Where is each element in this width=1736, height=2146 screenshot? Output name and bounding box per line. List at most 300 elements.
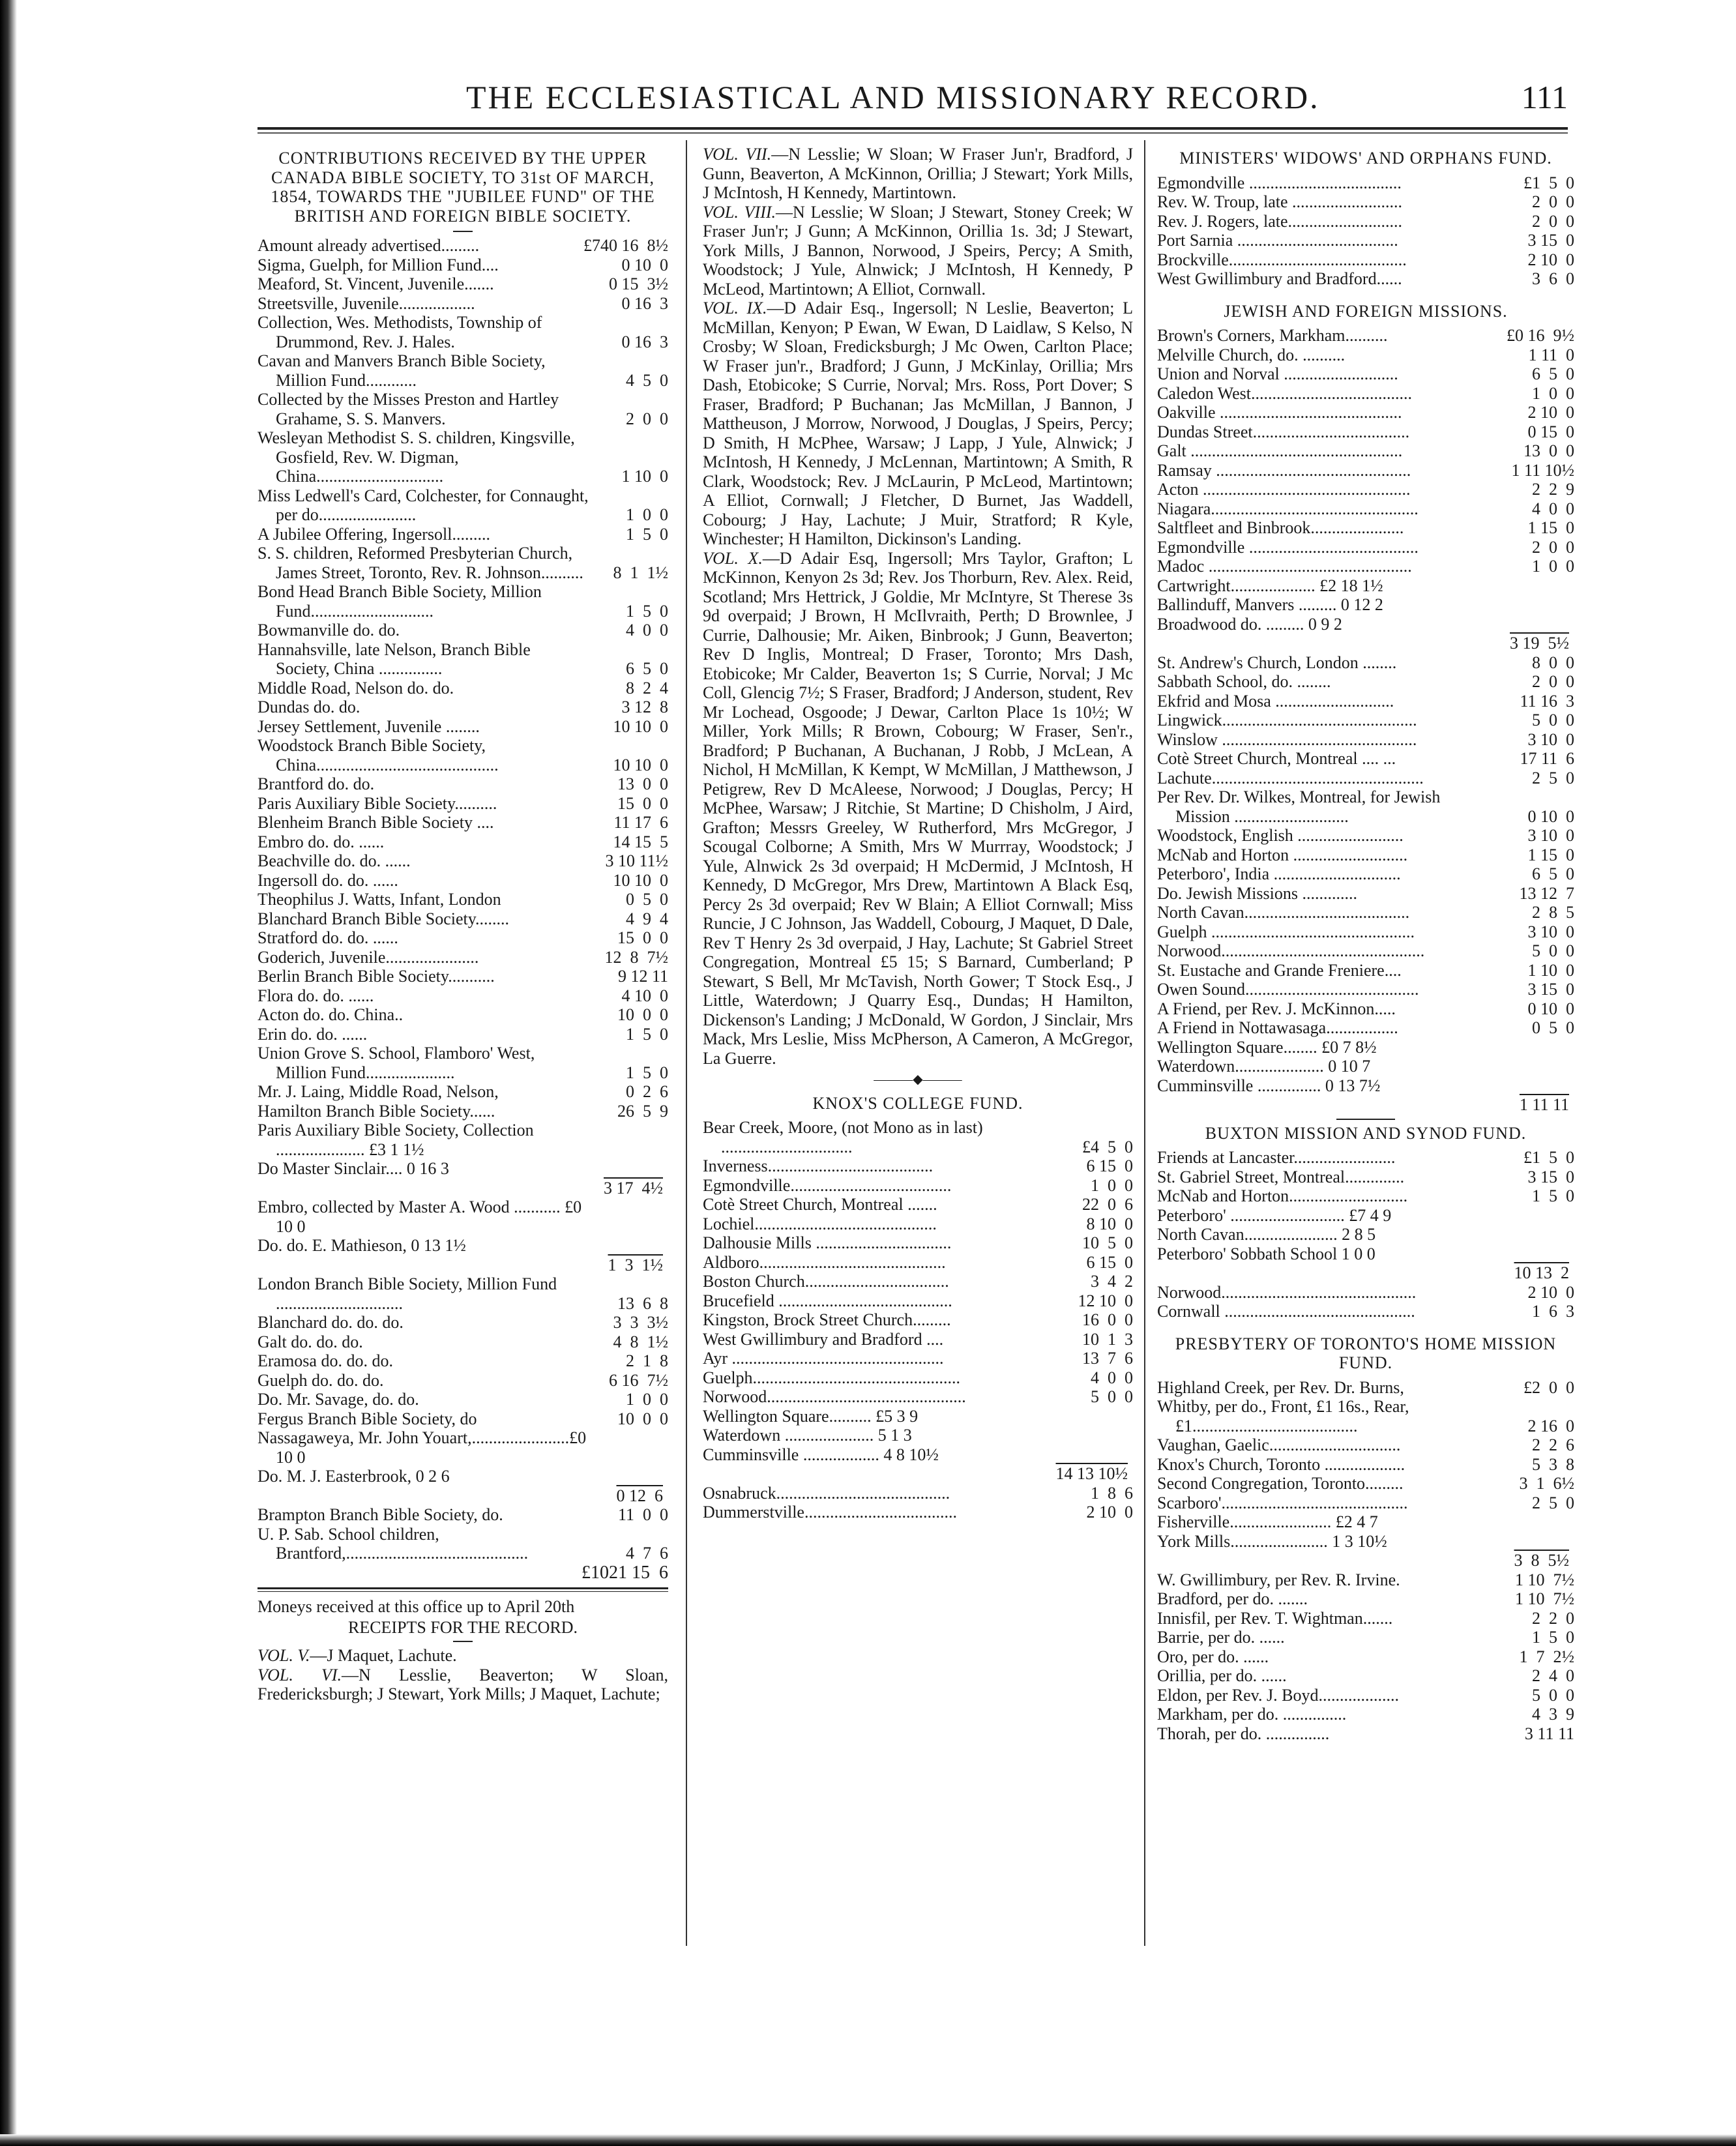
ledger-amount: 4 10 0	[621, 986, 668, 1005]
ledger-row	[1157, 480, 1574, 499]
ledger-amount: 1 10 7½	[1515, 1570, 1574, 1589]
ledger-label: Do. M. J. Easterbrook, 0 2 6	[257, 1467, 450, 1486]
ledger-row	[703, 1272, 1133, 1291]
ledger-row	[1157, 1057, 1574, 1076]
ledger-label: Cumminsville .................. 4 8 10½	[703, 1445, 939, 1464]
ledger-label: Winslow ..............................................	[1157, 729, 1417, 749]
ledger-label: Dundas Street.....................................	[1157, 422, 1410, 441]
ledger-row	[1157, 364, 1574, 384]
section-title-bible-society: CONTRIBUTIONS RECEIVED BY THE UPPER CANADA BIBLE SOCIETY, TO 31st OF MARCH, 1854, TOWARDS THE "JUBILEE FUND" OF THE BRITISH AND FOREIGN BIBLE SOCIETY.	[271, 149, 655, 226]
ledger-row	[1157, 692, 1574, 711]
vol-label: VOL. V.	[257, 1646, 310, 1665]
ledger-row	[257, 1236, 668, 1256]
ledger-row	[703, 1214, 1133, 1234]
ledger-label: Brantford do. do.	[257, 774, 375, 793]
ledger-amount: £1021 15 6	[581, 1562, 668, 1583]
ledger-row	[703, 1330, 1133, 1349]
ledger-row	[257, 679, 668, 698]
ledger-row	[1157, 403, 1574, 422]
vol-text: —J Maquet, Lachute.	[310, 1646, 457, 1665]
ledger-label: Port Sarnia ......................................	[1157, 231, 1398, 250]
ledger-label: Thorah, per do. ...............	[1157, 1724, 1330, 1743]
ledger-amount: 3 8 5½	[1514, 1551, 1569, 1570]
ledger-amount: 2 2 9	[1532, 480, 1574, 499]
ledger-row	[1157, 1225, 1574, 1244]
ledger-label: Bradford, per do. .......	[1157, 1589, 1308, 1608]
ledger-label: Blanchard do. do. do.	[257, 1313, 404, 1332]
ledger-row	[703, 1253, 1133, 1272]
ledger-row	[703, 1387, 1133, 1407]
ledger-amount: 1 0 0	[1532, 557, 1574, 576]
ledger-row	[1157, 1186, 1574, 1206]
ledger-amount: 13 7 6	[1082, 1349, 1133, 1368]
ledger-subtotal	[257, 1256, 668, 1275]
ledger-row	[1157, 1168, 1574, 1187]
ledger-row	[1157, 884, 1574, 904]
ledger-label: Oakville ...........................................	[1157, 403, 1402, 422]
ledger-row	[1157, 1666, 1574, 1686]
ledger-amount: 10 10 0	[613, 870, 668, 890]
ledger-amount: 0 10 0	[621, 255, 668, 274]
vol-label: VOL. VII.	[703, 145, 772, 164]
ledger-row	[257, 1371, 668, 1390]
ledger-amount: 8 10 0	[1086, 1214, 1133, 1233]
ledger-row	[257, 1313, 668, 1332]
ledger-label: Ekfrid and Mosa ............................	[1157, 691, 1394, 711]
column-right	[1157, 145, 1574, 1743]
ledger-label: Guelph do. do. do.	[257, 1370, 384, 1390]
ledger-label: North Cavan...................... 2 8 5	[1157, 1225, 1376, 1244]
ledger-amount: 10 1 3	[1082, 1329, 1133, 1349]
ledger-row	[1157, 1647, 1574, 1667]
ledger-label: Egmondville ....................................	[1157, 173, 1402, 192]
ledger-label: Eramosa do. do. do.	[257, 1351, 393, 1370]
ledger-row	[1157, 326, 1574, 345]
ledger-amount: 2 0 0	[1532, 211, 1574, 231]
ledger-label: Middle Road, Nelson do. do.	[257, 678, 454, 698]
ledger-label: Ramsay ..............................................	[1157, 460, 1411, 480]
ledger-row	[257, 1082, 668, 1102]
ledger-label: Guelph ................................................	[1157, 922, 1415, 941]
ledger-label: Vaughan, Gaelic...............................	[1157, 1435, 1401, 1454]
ledger-label: S. S. children, Reformed Presbyterian Church, James Street, Toronto, Rev. R. Johnson..........	[257, 544, 583, 582]
ledger-row	[703, 1503, 1133, 1522]
ledger-amount: 3 10 0	[1527, 826, 1574, 845]
ledger-amount: 14 13 10½	[1055, 1464, 1128, 1483]
ledger-amount: 1 6 3	[1532, 1302, 1574, 1321]
ledger-row	[1157, 769, 1574, 788]
ledger-row	[1157, 1038, 1574, 1057]
ledger-row	[1157, 1532, 1574, 1551]
ledger-label: Madoc ................................................	[1157, 557, 1412, 576]
ledger-row	[1157, 518, 1574, 538]
ledger-row	[1157, 1686, 1574, 1705]
ledger-amount: 10 13 2	[1514, 1263, 1569, 1282]
ledger-amount: 1 10 0	[1527, 960, 1574, 980]
ledger-amount: £0 16 9½	[1507, 326, 1574, 345]
ledger-row	[1157, 980, 1574, 999]
ledger-amount: 3 15 0	[1527, 231, 1574, 250]
ledger-label: Dummerstville....................................	[703, 1503, 957, 1521]
ledger-row	[257, 351, 668, 390]
ledger-row	[257, 525, 668, 544]
ledger-row	[257, 621, 668, 640]
ledger-label: Brown's Corners, Markham..........	[1157, 326, 1388, 345]
ledger-row	[1157, 384, 1574, 404]
column-divider	[1144, 140, 1145, 1946]
ledger-label: Embro do. do. ......	[257, 832, 385, 851]
ledger-label: Galt ..................................................	[1157, 441, 1403, 460]
ledger-row	[1157, 538, 1574, 557]
ledger-label: Innisfil, per Rev. T. Wightman.......	[1157, 1608, 1393, 1628]
ledger-row	[1157, 672, 1574, 692]
ledger-amount: 2 0 0	[1532, 192, 1574, 211]
ledger-amount: 2 10 0	[1086, 1503, 1133, 1521]
page-number: 111	[1521, 79, 1568, 115]
ledger-amount: 2 8 5	[1532, 903, 1574, 922]
ledger-row	[257, 832, 668, 852]
ledger-amount: 6 5 0	[626, 659, 668, 678]
ledger-label: North Cavan.......................................	[1157, 903, 1410, 922]
ledger-amount: 4 5 0	[626, 370, 668, 390]
ledger-amount: 0 10 0	[1527, 999, 1574, 1018]
ledger-row	[703, 1349, 1133, 1368]
ledger-amount: 4 0 0	[1532, 499, 1574, 518]
ledger-row	[703, 1118, 1133, 1156]
ledger-row	[1157, 595, 1574, 615]
ledger-label: Meaford, St. Vincent, Juvenile.......	[257, 274, 494, 293]
ledger-row	[257, 967, 668, 986]
ledger-row	[1157, 1018, 1574, 1038]
ledger-amount: 0 15 3½	[609, 274, 668, 293]
ledger-label: Broadwood do. ......... 0 9 2	[1157, 614, 1342, 634]
ledger-label: Ballinduff, Manvers ......... 0 12 2	[1157, 595, 1383, 614]
ledger-amount: 1 10 7½	[1515, 1589, 1574, 1608]
journal-title: THE ECCLESIASTICAL AND MISSIONARY RECORD.	[466, 79, 1320, 115]
ledger-row	[257, 1351, 668, 1371]
vol-text: —N Lesslie; W Sloan; J Stewart, Stoney Creek; W Fraser Jun'r; J Gunn; A McKinnon, Orillia 1s. 3d; J Stewart, York Mills, J Bannon, Norwood, J Speirs, Percy; A Smith, Woodstock; J Yule, Alnwick; J McIntosh, H Kennedy, P McLeod, Martintown; A Elliot, Cornwall.	[703, 202, 1133, 299]
ledger-amount: 2 16 0	[1527, 1416, 1574, 1435]
ledger-amount: 1 0 0	[626, 505, 668, 524]
ledger-amount: 10 10 0	[613, 716, 668, 736]
ledger-row	[1157, 1705, 1574, 1724]
section-title-toronto-home-mission: PRESBYTERY OF TORONTO'S HOME MISSION FUND.	[1175, 1334, 1557, 1372]
ledger-row	[257, 582, 668, 621]
ledger-label: Collection, Wes. Methodists, Township of Drummond, Rev. J. Hales.	[257, 313, 542, 351]
vol-vi-receipts	[257, 1666, 668, 1704]
ledger-label: Erin do. do. ......	[257, 1024, 368, 1044]
ledger-row	[257, 774, 668, 794]
ledger-amount: 5 3 8	[1532, 1454, 1574, 1474]
ledger-label: Wellington Square........ £0 7 8½	[1157, 1037, 1377, 1057]
ledger-row	[1157, 1589, 1574, 1609]
ledger-row	[257, 948, 668, 967]
ledger-subtotal	[1157, 1095, 1574, 1115]
ledger-row	[257, 1121, 668, 1159]
ledger-label: Dalhousie Mills ................................	[703, 1233, 952, 1252]
toronto-home-mission-ledger	[1157, 1378, 1574, 1744]
ledger-label: Bear Creek, Moore, (not Mono as in last) ...............................	[703, 1118, 983, 1156]
ledger-amount: 13 6 8	[617, 1293, 668, 1313]
ledger-row	[257, 544, 668, 582]
ledger-amount: 13 0 0	[617, 774, 668, 793]
ledger-row	[257, 236, 668, 256]
ledger-row	[257, 890, 668, 909]
short-rule	[453, 231, 473, 232]
ledger-label: Fisherville........................ £2 4 7	[1157, 1512, 1378, 1531]
ledger-label: Theophilus J. Watts, Infant, London	[257, 890, 501, 909]
ledger-amount: 0 16 3	[621, 293, 668, 313]
ledger-row	[257, 1025, 668, 1044]
ledger-label: Waterdown ..................... 5 1 3	[703, 1426, 912, 1445]
ledger-row	[1157, 787, 1574, 826]
ledger-label: Oro, per do. ......	[1157, 1647, 1269, 1666]
ledger-label: Hannahsville, late Nelson, Branch Bible Society, China ...............	[257, 639, 531, 678]
ledger-row	[1157, 1493, 1574, 1513]
ledger-label: Norwood................................................	[1157, 941, 1425, 960]
ledger-amount: 1 8 6	[1091, 1483, 1133, 1503]
ledger-label: Do. do. E. Mathieson, 0 13 1½	[257, 1236, 466, 1255]
ledger-row	[703, 1445, 1133, 1465]
ledger-label: Sigma, Guelph, for Million Fund....	[257, 255, 499, 274]
ledger-row	[703, 1233, 1133, 1253]
ledger-row	[257, 1525, 668, 1563]
column-divider	[686, 140, 687, 1946]
ledger-row	[1157, 615, 1574, 634]
ledger-row	[1157, 1609, 1574, 1628]
ledger-amount: £1 5 0	[1523, 1148, 1574, 1167]
ledger-row	[1157, 192, 1574, 212]
ledger-amount: 17 11 6	[1520, 749, 1574, 768]
ledger-row	[703, 1484, 1133, 1503]
ledger-amount: 0 15 0	[1527, 422, 1574, 441]
ledger-amount: 3 12 8	[621, 698, 668, 716]
ledger-amount: 1 0 0	[626, 1390, 668, 1409]
ledger-label: Scarboro'............................................	[1157, 1493, 1408, 1512]
ledger-amount: 4 3 9	[1532, 1705, 1574, 1724]
ledger-row	[1157, 173, 1574, 193]
ledger-amount: 2 4 0	[1532, 1666, 1574, 1685]
ledger-label: Cumminsville ............... 0 13 7½	[1157, 1076, 1381, 1095]
ledger-amount: 8 0 0	[1532, 653, 1574, 672]
ledger-row	[1157, 1455, 1574, 1475]
ledger-label: Melville Church, do. ..........	[1157, 345, 1346, 364]
ledger-row	[703, 1195, 1133, 1214]
ledger-label: Norwood..............................................	[1157, 1282, 1417, 1302]
ledger-label: Knox's Church, Toronto ...................	[1157, 1454, 1405, 1474]
ledger-label: Eldon, per Rev. J. Boyd...................	[1157, 1685, 1399, 1705]
header-rule	[257, 127, 1568, 130]
ledger-row	[703, 1426, 1133, 1445]
ledger-label: Cornwall .............................................	[1157, 1302, 1415, 1321]
ledger-label: W. Gwillimbury, per Rev. R. Irvine.	[1157, 1570, 1400, 1589]
vol-label: VOL. X.	[703, 548, 763, 568]
ledger-row	[1157, 941, 1574, 961]
ledger-label: Norwood...............................................	[703, 1387, 966, 1406]
ledger-row	[257, 1428, 668, 1467]
ledger-label: Lochiel...........................................	[703, 1214, 937, 1233]
ledger-amount: 3 6 0	[1532, 269, 1574, 288]
ledger-row	[1157, 922, 1574, 942]
ledger-label: Dundas do. do.	[257, 698, 360, 716]
ledger-amount: 12 10 0	[1078, 1291, 1133, 1310]
ledger-amount: 0 2 6	[626, 1082, 668, 1101]
ledger-label: Cotè Street Church, Montreal .......	[703, 1195, 937, 1214]
ledger-label: Miss Ledwell's Card, Colchester, for Connaught, per do.......................	[257, 486, 589, 524]
ledger-label: Woodstock Branch Bible Society, China...........................................	[257, 736, 499, 774]
ledger-row	[1157, 422, 1574, 442]
buxton-mission-ledger	[1157, 1148, 1574, 1321]
ledger-row	[1157, 1474, 1574, 1493]
ledger-label: Paris Auxiliary Bible Society, Collection ..................... £3 1 1½	[257, 1121, 534, 1159]
ledger-row	[257, 486, 668, 525]
section-title-jewish-missions: JEWISH AND FOREIGN MISSIONS.	[1224, 301, 1508, 321]
ledger-label: Jersey Settlement, Juvenile ........	[257, 716, 480, 736]
ledger-label: Peterboro' ........................... £7 4 9	[1157, 1205, 1392, 1225]
ledger-amount: 8 1 1½	[613, 563, 668, 582]
ledger-subtotal	[703, 1464, 1133, 1484]
ledger-label: McNab and Horton............................	[1157, 1186, 1408, 1205]
ledger-amount: 3 10 0	[1527, 729, 1574, 749]
ledger-amount: 2 0 0	[1532, 537, 1574, 557]
bible-society-ledger	[257, 236, 668, 1582]
ledger-amount: 2 10 0	[1527, 403, 1574, 422]
ledger-amount: 2 0 0	[1532, 672, 1574, 691]
knox-college-ledger	[703, 1118, 1133, 1522]
ledger-label: Osnabruck.........................................	[703, 1483, 950, 1503]
ledger-amount: 2 2 6	[1532, 1435, 1574, 1454]
ledger-amount: 3 4 2	[1091, 1272, 1133, 1291]
ledger-amount: 2 10 0	[1527, 1282, 1574, 1302]
ledger-amount: £2 0 0	[1523, 1377, 1574, 1397]
ledger-row	[257, 294, 668, 314]
ledger-label: Hamilton Branch Bible Society......	[257, 1101, 495, 1121]
ledger-row	[1157, 1283, 1574, 1302]
ledger-amount: 15 0 0	[617, 793, 668, 813]
ledger-label: Barrie, per do. ......	[1157, 1628, 1285, 1647]
ledger-row	[1157, 749, 1574, 769]
ledger-row	[703, 1368, 1133, 1388]
ledger-label: Wellington Square.......... £5 3 9	[703, 1406, 919, 1426]
ledger-label: Union and Norval ...........................	[1157, 364, 1398, 383]
ledger-amount: 10 10 0	[613, 755, 668, 774]
ledger-row	[1157, 250, 1574, 270]
ledger-label: Fergus Branch Bible Society, do	[257, 1409, 477, 1428]
ledger-label: Brucefield .........................................	[703, 1291, 952, 1310]
ledger-amount: £740 16 8½	[583, 236, 668, 255]
ledger-row	[257, 1102, 668, 1121]
ledger-amount: 1 15 0	[1527, 518, 1574, 537]
ledger-amount: 5 0 0	[1091, 1387, 1133, 1406]
ledger-label: Bond Head Branch Bible Society, Million Fund.............................	[257, 582, 542, 621]
ledger-amount: 16 0 0	[1082, 1310, 1133, 1329]
ledger-row	[257, 256, 668, 275]
double-rule	[257, 1587, 668, 1592]
ledger-label: A Friend in Nottawasaga.................	[1157, 1018, 1398, 1037]
ledger-row	[257, 698, 668, 717]
ledger-row	[257, 928, 668, 948]
widows-fund-ledger	[1157, 173, 1574, 289]
ledger-amount: 0 10 0	[1527, 806, 1574, 826]
ledger-amount: 10 0 0	[617, 1005, 668, 1024]
ledger-label: Rev. J. Rogers, late...........................	[1157, 211, 1402, 231]
ledger-row	[703, 1176, 1133, 1196]
ledger-amount: 5 0 0	[1532, 941, 1574, 960]
ledger-label: Mr. J. Laing, Middle Road, Nelson,	[257, 1082, 499, 1101]
page-header	[257, 78, 1568, 124]
ledger-label: Boston Church..................................	[703, 1272, 949, 1291]
ledger-label: West Gwillimbury and Bradford ....	[703, 1329, 944, 1349]
ledger-label: Saltfleet and Binbrook......................	[1157, 518, 1404, 537]
short-rule	[453, 1641, 473, 1642]
ledger-row	[1157, 1724, 1574, 1744]
ledger-row	[1157, 1378, 1574, 1398]
ledger-amount: 5 0 0	[1532, 711, 1574, 729]
ledger-amount: 2 1 8	[626, 1351, 668, 1370]
ledger-row	[1157, 1244, 1574, 1264]
ledger-row	[257, 1044, 668, 1082]
ledger-row	[703, 1156, 1133, 1176]
ledger-amount: 11 17 6	[613, 813, 668, 832]
ledger-label: St. Andrew's Church, London ........	[1157, 653, 1397, 672]
ledger-row	[257, 313, 668, 351]
jewish-missions-ledger	[1157, 326, 1574, 1115]
ledger-row	[1157, 653, 1574, 673]
ledger-label: Acton do. do. China..	[257, 1005, 404, 1024]
ledger-label: Egmondville......................................	[703, 1175, 952, 1195]
ledger-row	[257, 1390, 668, 1409]
ledger-row	[257, 640, 668, 679]
section-title-buxton-mission: BUXTON MISSION AND SYNOD FUND.	[1205, 1123, 1527, 1143]
ledger-amount: 0 12 6	[616, 1486, 663, 1505]
vol-ix-receipts	[703, 299, 1133, 549]
ledger-row	[703, 1310, 1133, 1330]
vol-vii-receipts	[703, 145, 1133, 203]
ledger-label: Per Rev. Dr. Wilkes, Montreal, for Jewish Mission ...........................	[1157, 787, 1441, 826]
ledger-amount: 3 19 5½	[1510, 634, 1569, 653]
ledger-row	[1157, 1206, 1574, 1226]
ledger-row	[257, 813, 668, 832]
ledger-amount: 2 5 0	[1532, 768, 1574, 787]
ledger-amount: 6 15 0	[1086, 1156, 1133, 1175]
ledger-amount: 4 9 4	[626, 909, 668, 928]
ledger-label: Peterboro' Sobbath School 1 0 0	[1157, 1244, 1376, 1263]
ledger-amount: 22 0 6	[1082, 1195, 1133, 1214]
ledger-label: Guelph.................................................	[703, 1368, 961, 1387]
ledger-amount: 6 15 0	[1086, 1252, 1133, 1272]
ledger-amount: 26 5 9	[617, 1101, 668, 1121]
column-middle	[703, 145, 1133, 1522]
ledger-row	[1157, 499, 1574, 519]
ledger-label: Friends at Lancaster........................	[1157, 1148, 1396, 1167]
ledger-row	[257, 1274, 668, 1313]
ledger-label: Nassagaweya, Mr. John Youart,.......................£0 10 0	[257, 1428, 587, 1467]
ledger-amount: 4 0 0	[1091, 1368, 1133, 1387]
ledger-row	[1157, 730, 1574, 750]
ledger-label: Lingwick..............................................	[1157, 711, 1417, 729]
ledger-row	[1157, 711, 1574, 730]
ledger-row	[257, 986, 668, 1006]
ledger-amount: 1 5 0	[626, 601, 668, 621]
ledger-label: Waterdown..................... 0 10 7	[1157, 1057, 1371, 1076]
ledger-subtotal	[257, 1486, 668, 1506]
ledger-row	[257, 1332, 668, 1352]
ledger-amount: 9 12 11	[617, 967, 668, 986]
ledger-label: Cavan and Manvers Branch Bible Society, Million Fund............	[257, 351, 546, 390]
ledger-row	[257, 1505, 668, 1525]
ledger-amount: 13 12 7	[1519, 883, 1574, 903]
ledger-label: Wesleyan Methodist S. S. children, Kingsville, Gosfield, Rev. W. Digman, China..............................	[257, 428, 575, 486]
